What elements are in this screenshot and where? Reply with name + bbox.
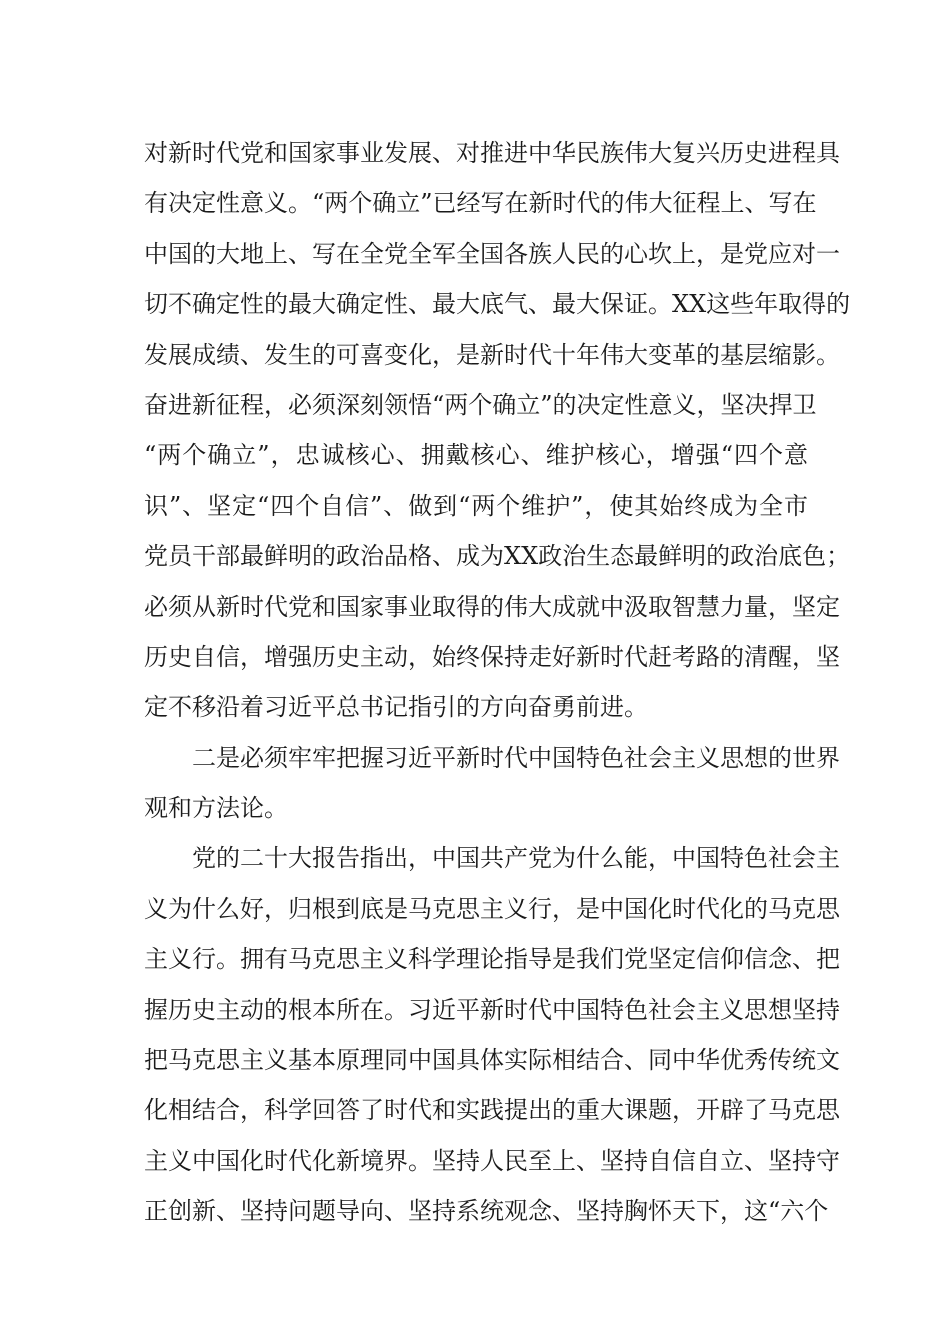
- text-line: 中国的大地上、写在全党全军全国各族人民的心坎上，是党应对一: [144, 239, 840, 268]
- text-line: 化相结合，科学回答了时代和实践提出的重大课题，开辟了马克思: [144, 1096, 840, 1125]
- text-line: 把马克思主义基本原理同中国具体实际相结合、同中华优秀传统文: [144, 1046, 840, 1075]
- paragraph-body: [144, 833, 840, 1236]
- text-line: 主义中国化时代化新境界。坚持人民至上、坚持自信自立、坚持守: [144, 1146, 840, 1175]
- text-line: 义为什么好，归根到底是马克思主义行，是中国化时代化的马克思: [144, 894, 840, 923]
- text-line: 切不确定性的最大确定性、最大底气、最大保证。XX这些年取得的: [144, 290, 851, 319]
- text-line: 主义行。拥有马克思主义科学理论指导是我们党坚定信仰信念、把: [144, 945, 840, 974]
- text-line: 有决定性意义。“两个确立”已经写在新时代的伟大征程上、写在: [144, 189, 817, 218]
- text-line: 观和方法论。: [144, 794, 288, 823]
- text-line: 发展成绩、发生的可喜变化，是新时代十年伟大变革的基层缩影。: [144, 340, 840, 369]
- document-body: [144, 128, 851, 1237]
- text-line: 必须从新时代党和国家事业取得的伟大成就中汲取智慧力量，坚定: [144, 592, 840, 621]
- text-line: 二是必须牢牢把握习近平新时代中国特色社会主义思想的世界: [192, 743, 840, 772]
- text-line: 定不移沿着习近平总书记指引的方向奋勇前进。: [144, 693, 648, 722]
- text-line: 握历史主动的根本所在。习近平新时代中国特色社会主义思想坚持: [144, 995, 840, 1024]
- text-line: “两个确立”，忠诚核心、拥戴核心、维护核心，增强“四个意: [144, 441, 808, 470]
- paragraph-heading: [144, 733, 840, 834]
- paragraph-continuation: [144, 128, 851, 733]
- text-line: 党的二十大报告指出，中国共产党为什么能，中国特色社会主: [192, 844, 840, 873]
- text-line: 党员干部最鲜明的政治品格、成为XX政治生态最鲜明的政治底色；: [144, 542, 851, 571]
- text-line: 历史自信，增强历史主动，始终保持走好新时代赶考路的清醒，坚: [144, 642, 840, 671]
- text-line: 奋进新征程，必须深刻领悟“两个确立”的决定性意义，坚决捍卫: [144, 390, 817, 419]
- text-line: 对新时代党和国家事业发展、对推进中华民族伟大复兴历史进程具: [144, 139, 840, 167]
- text-line: 正创新、坚持问题导向、坚持系统观念、坚持胸怀天下，这“六个: [144, 1197, 829, 1226]
- text-line: 识”、坚定“四个自信”、做到“两个维护”，使其始终成为全市: [144, 491, 808, 520]
